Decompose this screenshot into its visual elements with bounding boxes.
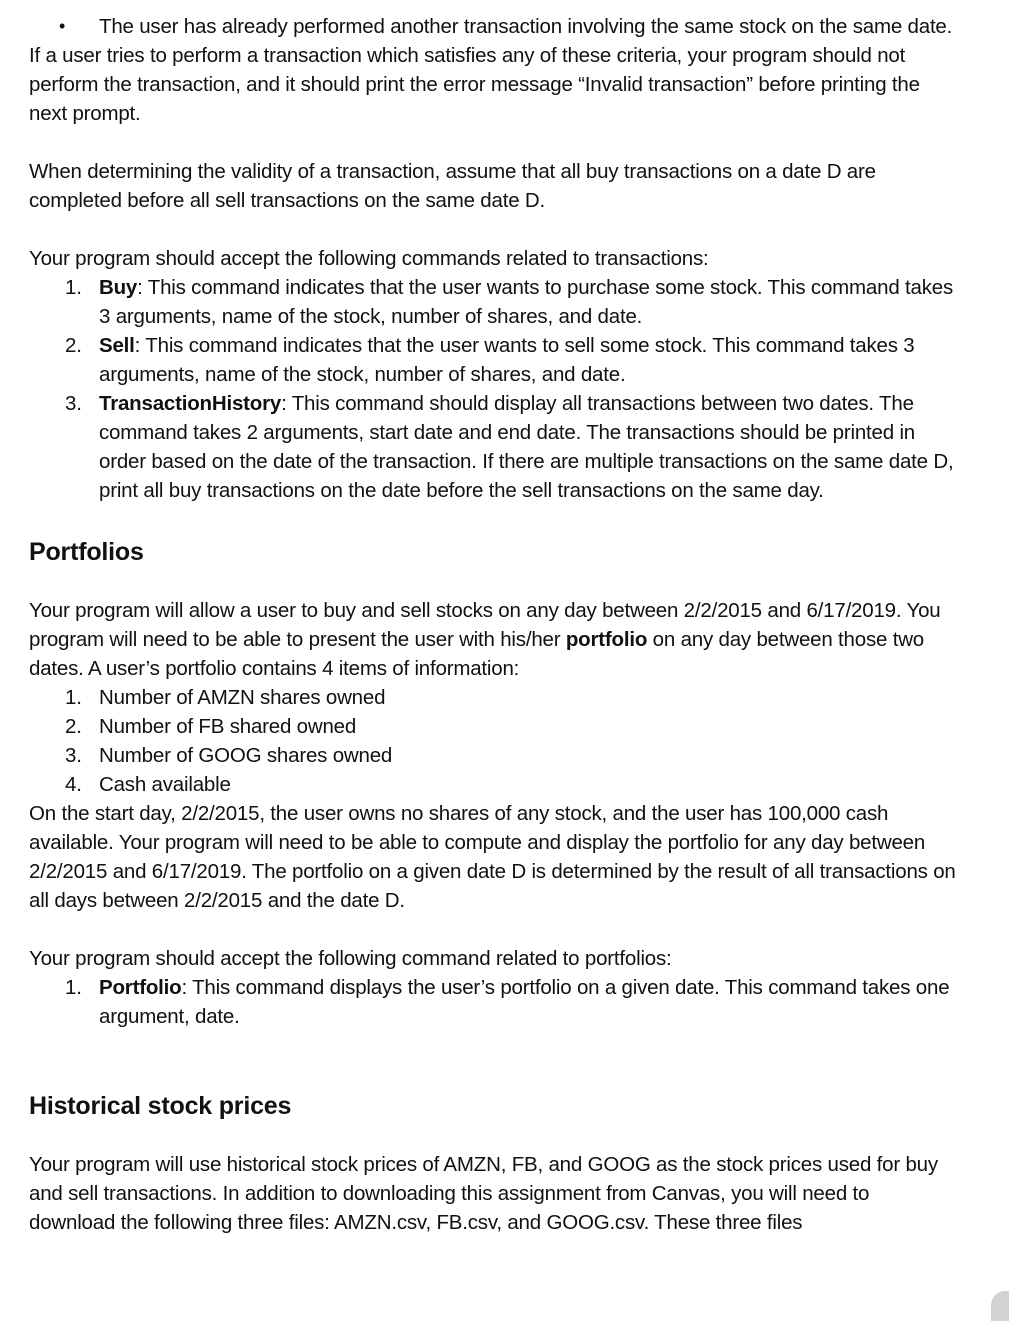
- text-run: Your program will allow a user to buy and sell stocks on any day between 2/2/2015 and 6/17/2019. You program will need to be able to present the user with his/her: [29, 599, 941, 651]
- list-item-transaction-history: [29, 389, 959, 505]
- list-number: 4.: [65, 773, 82, 796]
- document-page: [29, 12, 959, 1237]
- item-text: Number of GOOG shares owned: [99, 744, 393, 767]
- transaction-commands-list: [29, 273, 959, 505]
- spacer: [29, 915, 959, 944]
- portfolio-commands-list: [29, 973, 959, 1031]
- bullet-text: The user has already performed another transaction involving the same stock on the same date.: [99, 15, 953, 38]
- list-item-buy: [29, 273, 959, 331]
- list-item: [29, 712, 959, 741]
- spacer: [29, 215, 959, 244]
- list-number: 2.: [65, 715, 82, 738]
- item-text: Number of FB shared owned: [99, 715, 357, 738]
- portfolio-commands-intro: Your program should accept the following command related to portfolios:: [29, 947, 672, 970]
- portfolios-paragraph: [29, 596, 959, 683]
- historical-prices-paragraph: Your program will use historical stock prices of AMZN, FB, and GOOG as the stock prices used for buy and sell transactions. In addition to downloading this assignment from Canvas, you will need to download the following three files: AMZN.csv, FB.csv, and GOOG.csv. These three files: [29, 1153, 938, 1234]
- list-item: [29, 12, 959, 41]
- text-run: on any day between those two dates. A user’s portfolio contains 4 items of information:: [29, 628, 925, 680]
- list-number: 3.: [65, 744, 82, 767]
- transaction-commands-intro: Your program should accept the following commands related to transactions:: [29, 247, 709, 270]
- start-day-paragraph: On the start day, 2/2/2015, the user owns no shares of any stock, and the user has 100,000 cash available. Your program will need to be able to compute and display the portfolio for any day between 2/2/2015 and 6/17/2019. The portfolio on a given date D is determined by the result of all transactions on all days between 2/2/2015 and the date D.: [29, 802, 956, 912]
- bullet-marker: •: [59, 16, 66, 36]
- spacer: [29, 1123, 959, 1150]
- command-name: TransactionHistory: [99, 392, 282, 415]
- command-description: : This command displays the user’s portfolio on a given date. This command takes one argument, date.: [99, 976, 950, 1028]
- criteria-bullet-list: [29, 12, 959, 41]
- invalid-transaction-paragraph: If a user tries to perform a transaction which satisfies any of these criteria, your program should not perform the transaction, and it should print the error message “Invalid transaction” before printing the next prompt.: [29, 44, 920, 125]
- list-item: [29, 741, 959, 770]
- list-item: [29, 770, 959, 799]
- command-name: Sell: [99, 334, 135, 357]
- spacer: [29, 569, 959, 596]
- item-text: Number of AMZN shares owned: [99, 686, 386, 709]
- portfolio-term: portfolio: [565, 628, 648, 651]
- list-number: 1.: [65, 276, 82, 299]
- validity-paragraph: When determining the validity of a transaction, assume that all buy transactions on a date D are completed before all sell transactions on the same date D.: [29, 160, 876, 212]
- list-number: 2.: [65, 334, 82, 357]
- spacer: [29, 128, 959, 157]
- command-description: : This command indicates that the user wants to purchase some stock. This command takes 3 arguments, name of the stock, number of shares, and date.: [99, 276, 954, 328]
- list-number: 3.: [65, 392, 82, 415]
- historical-prices-heading: Historical stock prices: [29, 1092, 292, 1120]
- portfolio-items-list: [29, 683, 959, 799]
- list-number: 1.: [65, 686, 82, 709]
- command-name: Portfolio: [99, 976, 182, 999]
- command-description: : This command indicates that the user wants to sell some stock. This command takes 3 arguments, name of the stock, number of shares, and date.: [99, 334, 915, 386]
- command-description: : This command should display all transactions between two dates. The command takes 2 arguments, start date and end date. The transactions should be printed in order based on the date of the transaction. If there are multiple transactions on the same date D, print all buy transactions on the date before the sell transactions on the same day.: [99, 392, 954, 502]
- list-number: 1.: [65, 976, 82, 999]
- command-name: Buy: [99, 276, 138, 299]
- list-item-sell: [29, 331, 959, 389]
- portfolios-heading: Portfolios: [29, 538, 144, 566]
- item-text: Cash available: [99, 773, 231, 796]
- spacer: [29, 1031, 959, 1089]
- list-item-portfolio: [29, 973, 959, 1031]
- list-item: [29, 683, 959, 712]
- scroll-indicator[interactable]: [991, 1291, 1009, 1321]
- spacer: [29, 505, 959, 535]
